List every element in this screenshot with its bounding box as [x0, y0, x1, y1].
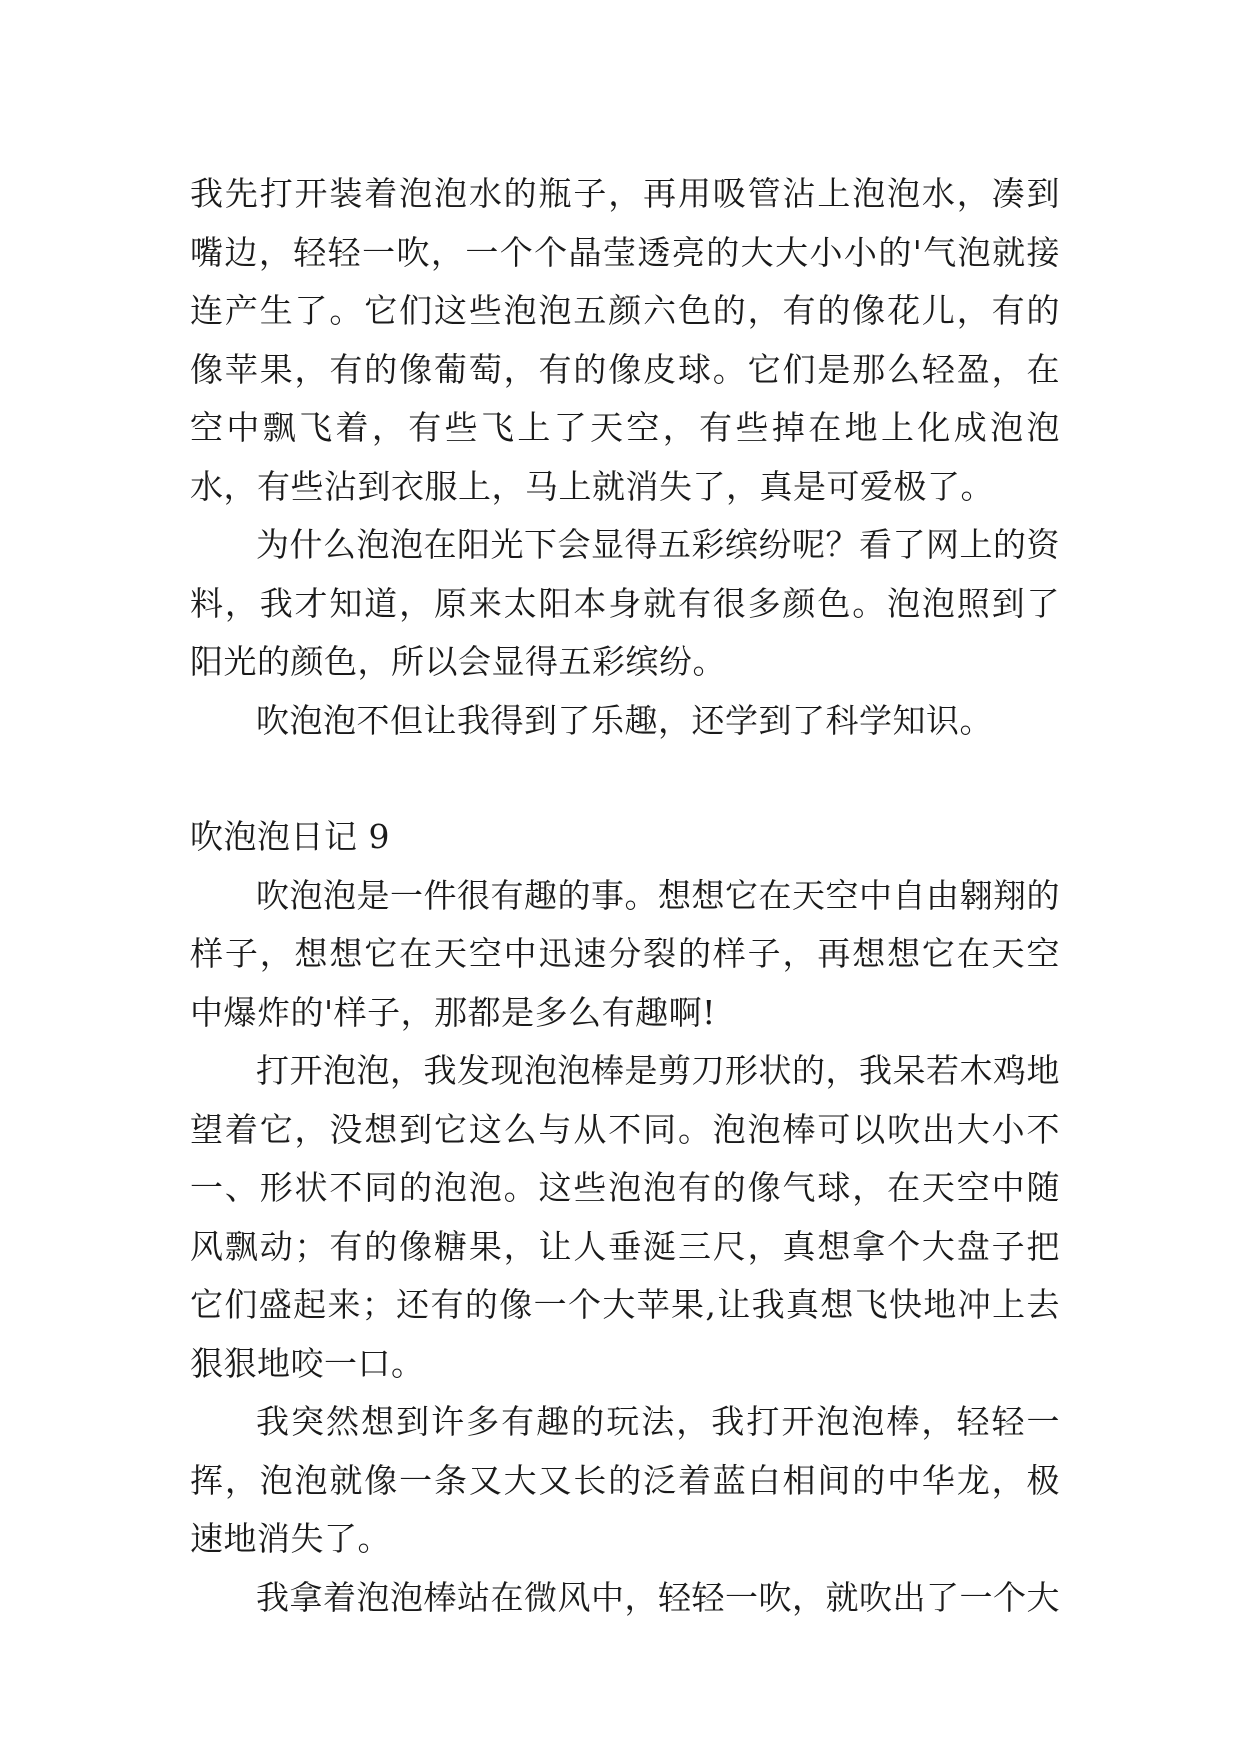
paragraph-bubble-wand: 打开泡泡，我发现泡泡棒是剪刀形状的，我呆若木鸡地望着它，没想到它这么与从不同。泡泡棒可以吹出大小不一、形状不同的泡泡。这些泡泡有的像气球，在天空中随风飘动；有的像糖果，让人垂涎三尺，真想拿个大盘子把它们盛起来；还有的像一个大苹果,让我真想飞快地冲上去狠狠地咬一口。	[190, 1051, 1060, 1383]
paragraph-conclusion: 吹泡泡不但让我得到了乐趣，还学到了科学知识。	[256, 700, 993, 740]
paragraph-why-colorful: 为什么泡泡在阳光下会显得五彩缤纷呢？看了网上的资料，我才知道，原来太阳本身就有很多颜色。泡泡照到了阳光的颜色，所以会显得五彩缤纷。	[190, 525, 1060, 681]
document-page	[190, 165, 1060, 1627]
paragraph-interesting: 吹泡泡是一件很有趣的事。想想它在天空中自由翱翔的样子，想想它在天空中迅速分裂的样子，再想想它在天空中爆炸的'样子，那都是多么有趣啊!	[190, 875, 1060, 1032]
section-gap	[190, 750, 1060, 808]
paragraph-bubble-water: 我先打开装着泡泡水的瓶子，再用吸管沾上泡泡水，凑到嘴边，轻轻一吹，一个个晶莹透亮的大大小小的'气泡就接连产生了。它们这些泡泡五颜六色的，有的像花儿，有的像苹果，有的像葡萄，有的像皮球。它们是那么轻盈，在空中飘飞着，有些飞上了天空，有些掉在地上化成泡泡水，有些沾到衣服上，马上就消失了，真是可爱极了。	[190, 174, 1060, 506]
paragraph-breeze: 我拿着泡泡棒站在微风中，轻轻一吹，就吹出了一个大	[256, 1577, 1060, 1617]
section-title: 吹泡泡日记 9	[190, 817, 390, 856]
paragraph-dragon: 我突然想到许多有趣的玩法，我打开泡泡棒，轻轻一挥，泡泡就像一条又大又长的泛着蓝白相间的中华龙，极速地消失了。	[190, 1402, 1060, 1558]
